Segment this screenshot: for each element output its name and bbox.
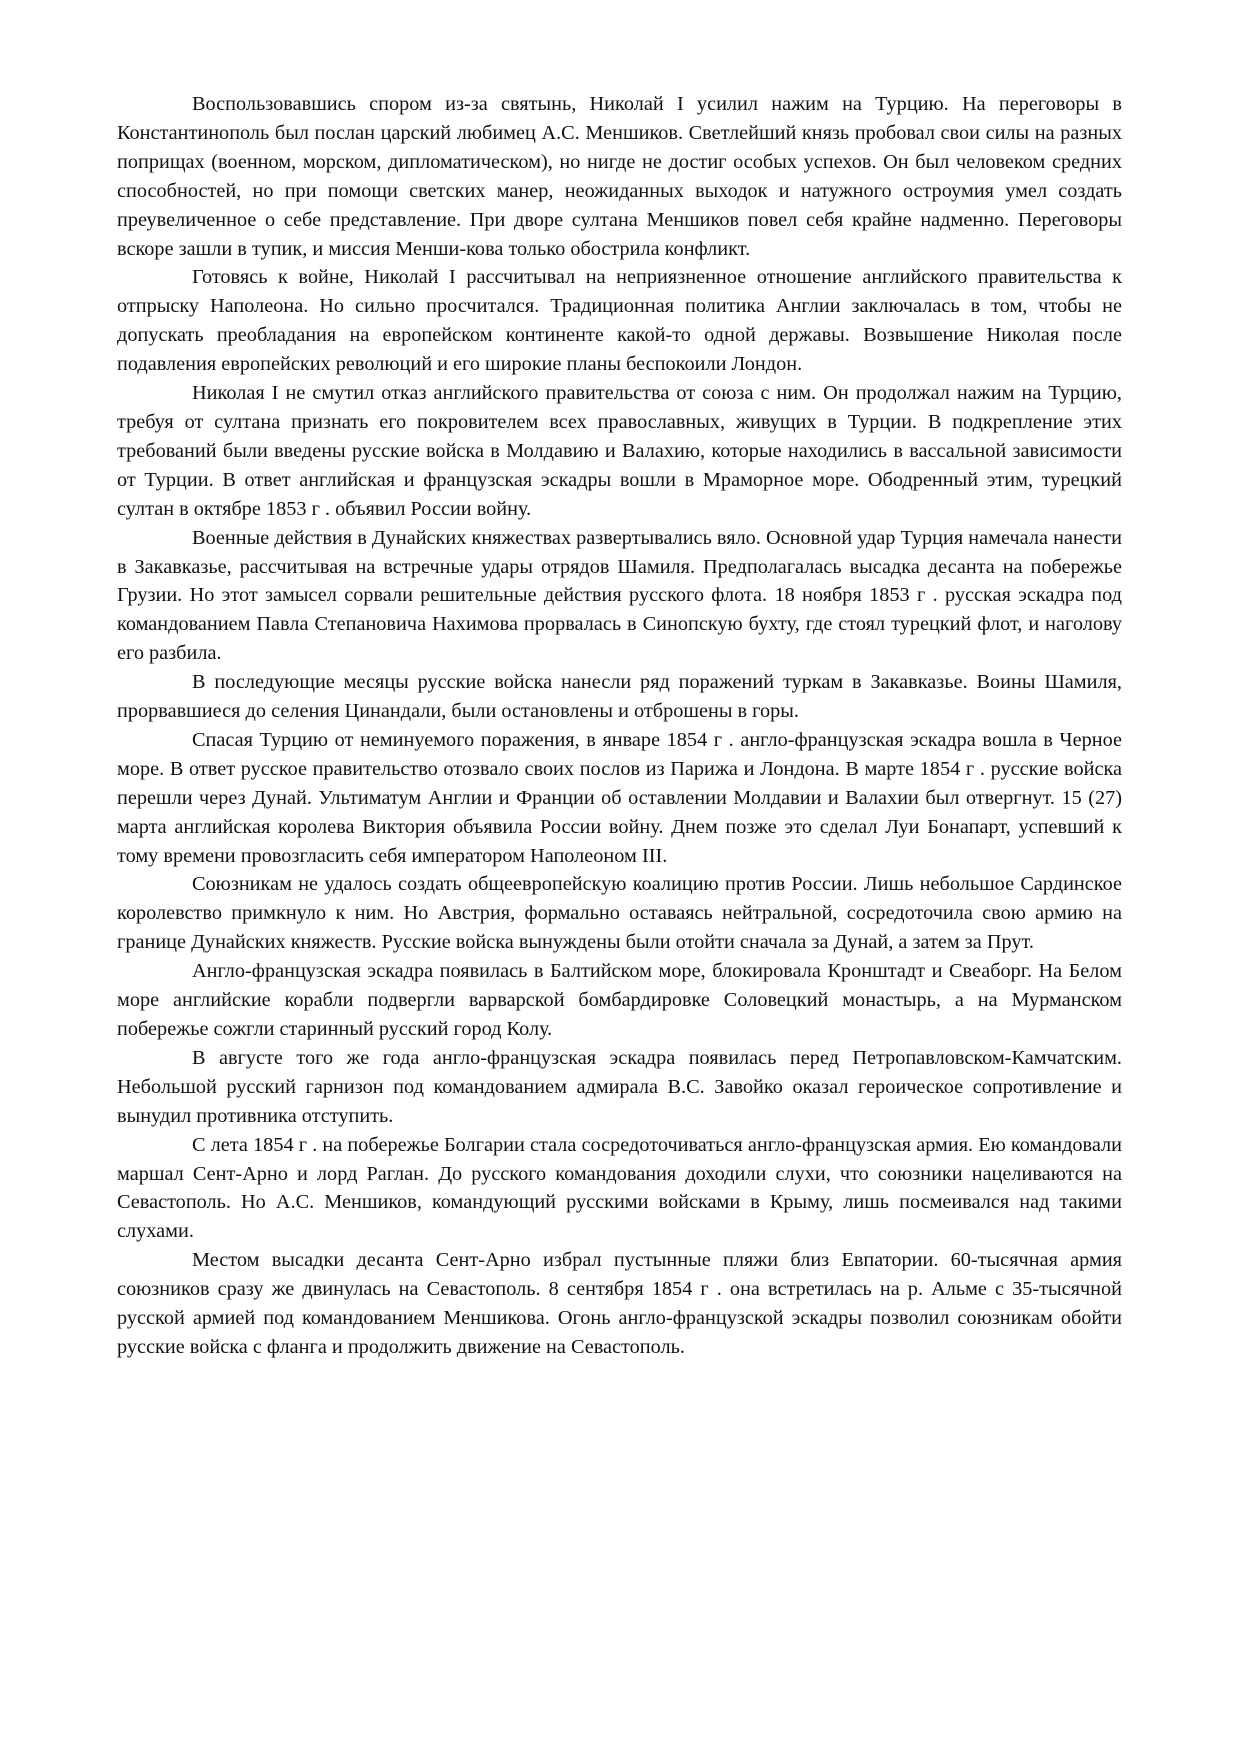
document-page [117,90,1122,1362]
paragraph: Местом высадки десанта Сент-Арно избрал пустынные пляжи близ Евпатории. 60-тысячная армия союзников сразу же двинулась на Севастополь. 8 сентября 1854 г . она встретилась на р. Альме с 35-тысячной русской армией под командованием Меншикова. Огонь англо-французской эскадры позволил союзникам обойти русские войска с фланга и продолжить движение на Севастополь. [117,1249,1122,1358]
paragraph: С лета 1854 г . на побережье Болгарии стала сосредоточиваться англо-французская армия. Ею командовали маршал Сент-Арно и лорд Раглан. До русского командования доходили слухи, что союзники нацеливаются на Севастополь. Но А.С. Меншиков, командующий русскими войсками в Крыму, лишь посмеивался над такими слухами. [117,1133,1122,1243]
paragraph: Союзникам не удалось создать общеевропейскую коалицию против России. Лишь небольшое Сардинское королевство примкнуло к ним. Но Австрия, формально оставаясь нейтральной, сосредоточила свою армию на границе Дунайских княжеств. Русские войска вынуждены были отойти сначала за Дунай, а затем за Прут. [117,873,1122,954]
paragraph: Англо-французская эскадра появилась в Балтийском море, блокировала Кронштадт и Свеаборг. На Белом море английские корабли подвергли варварской бомбардировке Соловецкий монастырь, а на Мурманском побережье сожгли старинный русский город Колу. [117,960,1122,1040]
paragraph: В последующие месяцы русские войска нанесли ряд поражений туркам в Закавказье. Воины Шамиля, прорвавшиеся до селения Цинандали, были остановлены и отброшены в горы. [117,671,1122,723]
paragraph: Воспользовавшись спором из-за святынь, Николай I усилил нажим на Турцию. На переговоры в Константинополь был послан царский любимец А.С. Меншиков. Светлейший князь пробовал свои силы на разных поприщах (военном, морском, дипломатическом), но нигде не достиг особых успехов. Он был человеком средних способностей, но при помощи светских манер, неожиданных выходок и натужного остроумия умел создать преувеличенное о себе представление. При дворе султана Меншиков повел себя крайне надменно. Переговоры вскоре зашли в тупик, и миссия Менши-кова только обострила конфликт. [117,93,1122,260]
paragraph: Спасая Турцию от неминуемого поражения, в январе 1854 г . англо-французская эскадра вошла в Черное море. В ответ русское правительство отозвало своих послов из Парижа и Лондона. В марте 1854 г . русские войска перешли через Дунай. Ультиматум Англии и Франции об оставлении Молдавии и Валахии был отвергнут. 15 (27) марта английская королева Виктория объявила России войну. Днем позже это сделал Луи Бонапарт, успевший к тому времени провозгласить себя императором Наполеоном III. [117,728,1122,867]
paragraph: Готовясь к войне, Николай I рассчитывал на неприязненное отношение английского правительства к отпрыску Наполеона. Но сильно просчитался. Традиционная политика Англии заключалась в том, чтобы не допускать преобладания на европейском континенте какой-то одной державы. Возвышение Николая после подавления европейских революций и его широкие планы беспокоили Лондон. [117,266,1122,376]
paragraph: Военные действия в Дунайских княжествах развертывались вяло. Основной удар Турция намечала нанести в Закавказье, рассчитывая на встречные удары отрядов Шамиля. Предполагалась высадка десанта на побережье Грузии. Но этот замысел сорвали решительные действия русского флота. 18 ноября 1853 г . русская эскадра под командованием Павла Степановича Нахимова прорвалась в Синопскую бухту, где стоял турецкий флот, и наголову его разбила. [117,526,1122,665]
paragraph: Николая I не смутил отказ английского правительства от союза с ним. Он продолжал нажим на Турцию, требуя от султана признать его покровителем всех православных, живущих в Турции. В подкрепление этих требований были введены русские войска в Молдавию и Валахию, которые находились в вассальной зависимости от Турции. В ответ английская и французская эскадры вошли в Мраморное море. Ободренный этим, турецкий султан в октябре 1853 г . объявил России войну. [117,382,1122,520]
paragraph: В августе того же года англо-французская эскадра появилась перед Петропавловском-Камчатским. Небольшой русский гарнизон под командованием адмирала В.С. Завойко оказал героическое сопротивление и вынудил противника отступить. [117,1046,1122,1127]
